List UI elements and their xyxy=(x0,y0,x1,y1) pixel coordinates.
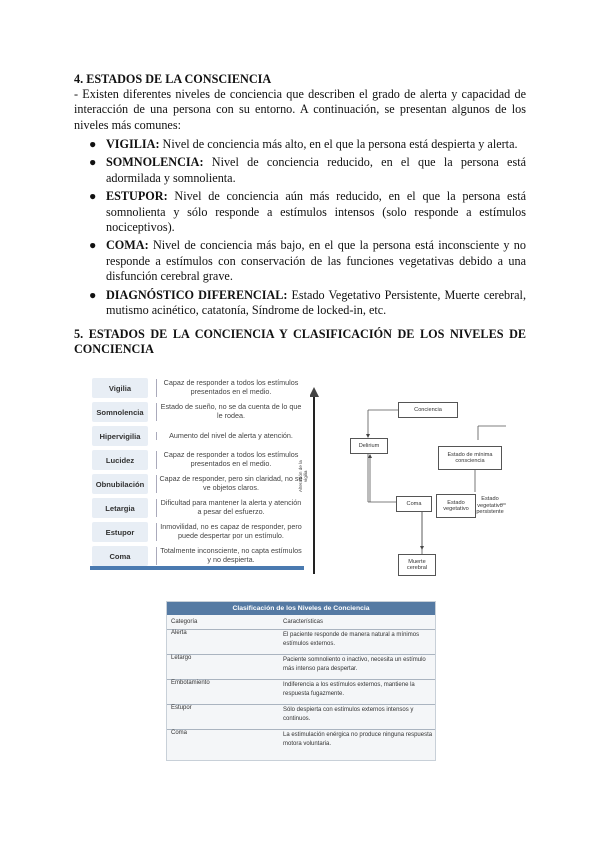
term: SOMNOLENCIA: xyxy=(106,155,204,170)
consciousness-levels-list xyxy=(74,137,526,321)
figure-bottom-bar xyxy=(90,566,304,570)
definition: Nivel de conciencia más alto, en el que la persona está despierta y alerta. xyxy=(159,137,518,151)
table-row xyxy=(90,498,304,518)
definition: Estado Vegetativo Persistente, Muerte cerebral, mutismo acinético, catatonía, Síndrome de locked-in, etc. xyxy=(106,287,526,318)
table-row xyxy=(167,655,435,680)
row-category: Coma xyxy=(92,546,148,566)
row-category: Vigilia xyxy=(92,378,148,398)
cell-characteristics: El paciente responde de manera natural a mínimos estímulos externos. xyxy=(283,632,420,647)
row-description: Capaz de responder a todos los estímulos presentados en el medio. xyxy=(156,379,303,396)
row-description: Inmovilidad, no es capaz de responder, pero puede despertar por un estímulo. xyxy=(156,523,303,540)
box-conciencia: Conciencia xyxy=(398,402,458,418)
term: ESTUPOR: xyxy=(106,189,168,204)
box-coma: Coma xyxy=(396,496,432,512)
table-header-row xyxy=(167,615,435,630)
table-row xyxy=(90,546,304,566)
row-category: Hipervigilia xyxy=(92,426,148,446)
box-muerte-cerebral: Muerte cerebral xyxy=(398,554,436,576)
table-row xyxy=(90,426,304,446)
row-category: Somnolencia xyxy=(92,402,148,422)
cell-characteristics: La estimulación enérgica no produce ninguna respuesta motora voluntaria. xyxy=(283,732,433,747)
term: VIGILIA: xyxy=(106,137,160,151)
list-item xyxy=(74,155,526,186)
row-category: Estupor xyxy=(92,522,148,542)
section-4-heading: 4. ESTADOS DE LA CONSCIENCIA xyxy=(74,72,272,86)
row-description: Totalmente inconsciente, no capta estímulos y no despierta. xyxy=(156,547,303,564)
bullet-icon: ● xyxy=(89,287,97,302)
table-row xyxy=(167,730,435,754)
section-4-intro: - Existen diferentes niveles de conciencia que describen el grado de alerta y capacidad de interacción de una persona con su entorno. A continuación, se presentan algunos de los niveles más comunes: xyxy=(74,87,526,132)
table-row xyxy=(90,450,304,470)
row-description: Aumento del nivel de alerta y atención. xyxy=(156,432,303,441)
table-title: Clasificación de los Niveles de Conciencia xyxy=(167,602,435,615)
term: COMA: xyxy=(106,238,149,253)
box-delirium: Delirium xyxy=(350,438,388,454)
list-item xyxy=(74,288,526,319)
box-minima-consciencia: Estado de mínima consciencia xyxy=(438,446,502,470)
bullet-icon: ● xyxy=(89,155,97,170)
row-category: Letargia xyxy=(92,498,148,518)
row-description: Dificultad para mantener la alerta y atención a pesar del esfuerzo. xyxy=(156,499,303,516)
column-header-characteristics: Características xyxy=(283,618,324,625)
bullet-icon: ● xyxy=(89,137,97,151)
cell-characteristics: Sólo despierta con estímulos externos intensos y continuos. xyxy=(283,707,414,722)
row-description: Estado de sueño, no se da cuenta de lo que le rodea. xyxy=(156,403,303,420)
definition: Nivel de conciencia aún más reducido, en el que la persona está somnolienta y sólo responde a estímulos intensos (solo responde a estímulos nociceptivos). xyxy=(106,189,526,235)
row-description: Capaz de responder, pero sin claridad, no se ve objetos claros. xyxy=(156,475,303,492)
classification-table xyxy=(166,601,436,761)
table-row xyxy=(90,378,304,398)
table-row xyxy=(167,705,435,730)
list-item xyxy=(74,189,526,235)
row-category: Lucidez xyxy=(92,450,148,470)
table-row xyxy=(90,474,304,494)
row-category: Obnubilación xyxy=(92,474,148,494)
list-item xyxy=(74,137,526,152)
box-estado-vegetativo: Estado vegetativo xyxy=(436,494,476,518)
row-description: Capaz de responder a todos los estímulos presentados en el medio. xyxy=(156,451,303,468)
section-5-heading: 5. ESTADOS DE LA CONCIENCIA Y CLASIFICACIÓN DE LOS NIVELES DE CONCIENCIA xyxy=(74,327,526,357)
cell-characteristics: Indiferencia a los estímulos externos, mantiene la respuesta fugazmente. xyxy=(283,682,415,697)
levels-table-figure xyxy=(90,376,304,578)
bullet-icon: ● xyxy=(89,238,97,253)
cell-characteristics: Paciente somnoliento o inactivo, necesita un estímulo más intenso para despertar. xyxy=(283,657,426,672)
list-item xyxy=(74,238,526,284)
definition: Nivel de conciencia reducido, en el que la persona está adormilada y somnolienta. xyxy=(106,155,526,185)
cell-category: Estupor xyxy=(171,705,192,711)
term: DIAGNÓSTICO DIFERENCIAL: xyxy=(106,287,288,302)
bullet-icon: ● xyxy=(89,189,97,204)
consciousness-diagram xyxy=(298,386,506,578)
cell-category: Embotamiento xyxy=(171,680,210,686)
definition: Nivel de conciencia más bajo, en el que la persona está inconsciente y no responde a estímulos con conservación de las funciones vegetativas debido a una disfunción cerebral grave. xyxy=(106,238,526,284)
cell-category: Alerta xyxy=(171,630,187,636)
table-row xyxy=(167,680,435,705)
axis-label: Alteración de la vigilia xyxy=(298,460,308,492)
box-vegetativo-persistente: Estado vegetativo persistente xyxy=(476,496,504,516)
column-header-category: Categoría xyxy=(171,619,198,625)
table-row xyxy=(90,402,304,422)
table-row xyxy=(167,630,435,655)
table-row xyxy=(90,522,304,542)
cell-category: Letargo xyxy=(171,655,192,661)
cell-category: Coma xyxy=(171,730,188,736)
